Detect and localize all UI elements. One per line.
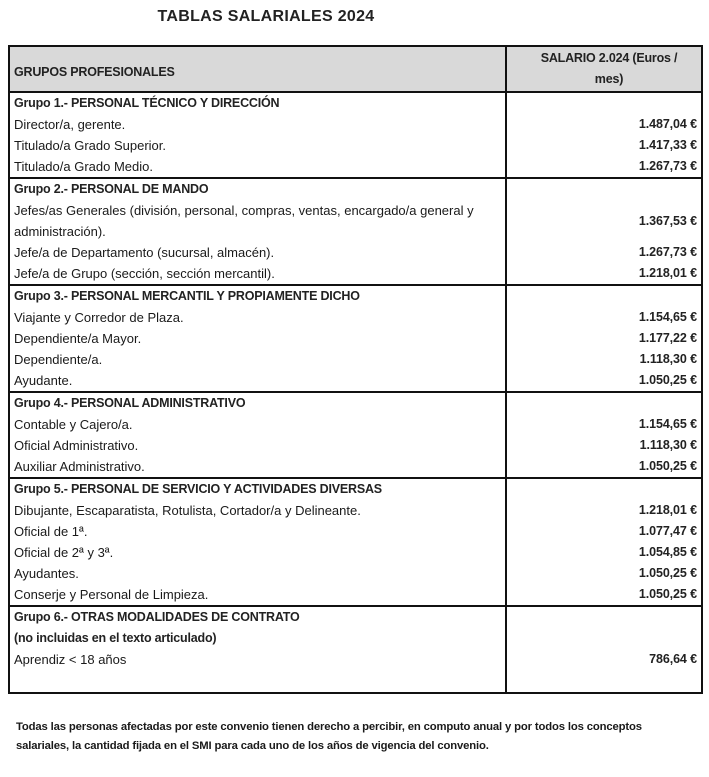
header-salary-line2: mes) xyxy=(594,72,624,86)
category-label: Oficial de 2ª y 3ª. xyxy=(14,545,114,560)
table-header xyxy=(10,47,701,93)
category-label: Dependiente/a. xyxy=(14,352,103,367)
group-2 xyxy=(10,179,701,286)
category-label: Director/a, gerente. xyxy=(14,117,126,132)
salary-value: 1.050,25 € xyxy=(638,373,697,387)
header-groups: GRUPOS PROFESIONALES xyxy=(10,47,507,91)
group-subtitle: (no incluidas en el texto articulado) xyxy=(14,631,217,645)
category-label: Jefe/a de Grupo (sección, sección mercantil). xyxy=(14,266,275,281)
group-title: Grupo 1.- PERSONAL TÉCNICO Y DIRECCIÓN xyxy=(14,96,280,110)
salary-value: 1.267,73 € xyxy=(638,245,697,259)
category-label: Jefe/a de Departamento (sucursal, almacén). xyxy=(14,245,275,260)
group-5 xyxy=(10,479,701,607)
salary-value: 1.118,30 € xyxy=(639,438,697,452)
category-label: Dependiente/a Mayor. xyxy=(14,331,142,346)
group-title: Grupo 4.- PERSONAL ADMINISTRATIVO xyxy=(14,396,246,410)
group-title: Grupo 5.- PERSONAL DE SERVICIO Y ACTIVIDADES DIVERSAS xyxy=(14,482,382,496)
category-label: Oficial de 1ª. xyxy=(14,524,88,539)
salary-value: 786,64 € xyxy=(649,652,697,666)
salary-value: 1.487,04 € xyxy=(638,117,697,131)
category-label: Titulado/a Grado Superior. xyxy=(14,138,166,153)
group-3 xyxy=(10,286,701,393)
group-6 xyxy=(10,607,701,692)
page-title: TABLAS SALARIALES 2024 xyxy=(157,8,375,25)
category-label: Contable y Cajero/a. xyxy=(14,417,133,432)
salary-value: 1.050,25 € xyxy=(638,587,697,601)
group-1 xyxy=(10,93,701,179)
salary-value: 1.050,25 € xyxy=(638,459,697,473)
category-label: Oficial Administrativo. xyxy=(14,438,139,453)
category-label: Titulado/a Grado Medio. xyxy=(14,159,153,174)
salary-value: 1.417,33 € xyxy=(638,138,697,152)
category-label: Auxiliar Administrativo. xyxy=(14,459,145,474)
footnote: Todas las personas afectadas por este convenio tienen derecho a percibir, en computo anual y por todos los conceptos salariales, la cantidad fijada en el SMI para cada uno de los años de vigencia del convenio. xyxy=(16,721,642,752)
salary-value: 1.218,01 € xyxy=(638,266,697,280)
header-salary xyxy=(507,47,701,91)
category-label: Viajante y Corredor de Plaza. xyxy=(14,310,184,325)
salary-value: 1.154,65 € xyxy=(638,417,697,431)
salary-value: 1.267,73 € xyxy=(638,159,697,173)
category-label: Dibujante, Escaparatista, Rotulista, Cortador/a y Delineante. xyxy=(14,503,361,518)
group-4 xyxy=(10,393,701,479)
category-label: Aprendiz < 18 años xyxy=(14,652,127,667)
salary-value: 1.118,30 € xyxy=(639,352,697,366)
category-label: Ayudantes. xyxy=(14,566,79,581)
salary-value: 1.077,47 € xyxy=(638,524,697,538)
category-label: Conserje y Personal de Limpieza. xyxy=(14,587,209,602)
salary-value: 1.367,53 € xyxy=(638,214,697,228)
salary-value: 1.050,25 € xyxy=(638,566,697,580)
group-title: Grupo 6.- OTRAS MODALIDADES DE CONTRATO xyxy=(14,610,300,624)
salary-value: 1.154,65 € xyxy=(638,310,697,324)
group-title: Grupo 2.- PERSONAL DE MANDO xyxy=(14,182,209,196)
salary-value: 1.218,01 € xyxy=(638,503,697,517)
group-title: Grupo 3.- PERSONAL MERCANTIL Y PROPIAMENTE DICHO xyxy=(14,289,360,303)
header-salary-line1: SALARIO 2.024 (Euros / xyxy=(540,51,678,65)
category-label: Ayudante. xyxy=(14,373,73,388)
salary-value: 1.177,22 € xyxy=(638,331,697,345)
category-label: Jefes/as Generales (división, personal, compras, ventas, encargado/a general y administración). xyxy=(14,203,474,239)
salary-value: 1.054,85 € xyxy=(638,545,697,559)
salary-table xyxy=(8,45,703,694)
